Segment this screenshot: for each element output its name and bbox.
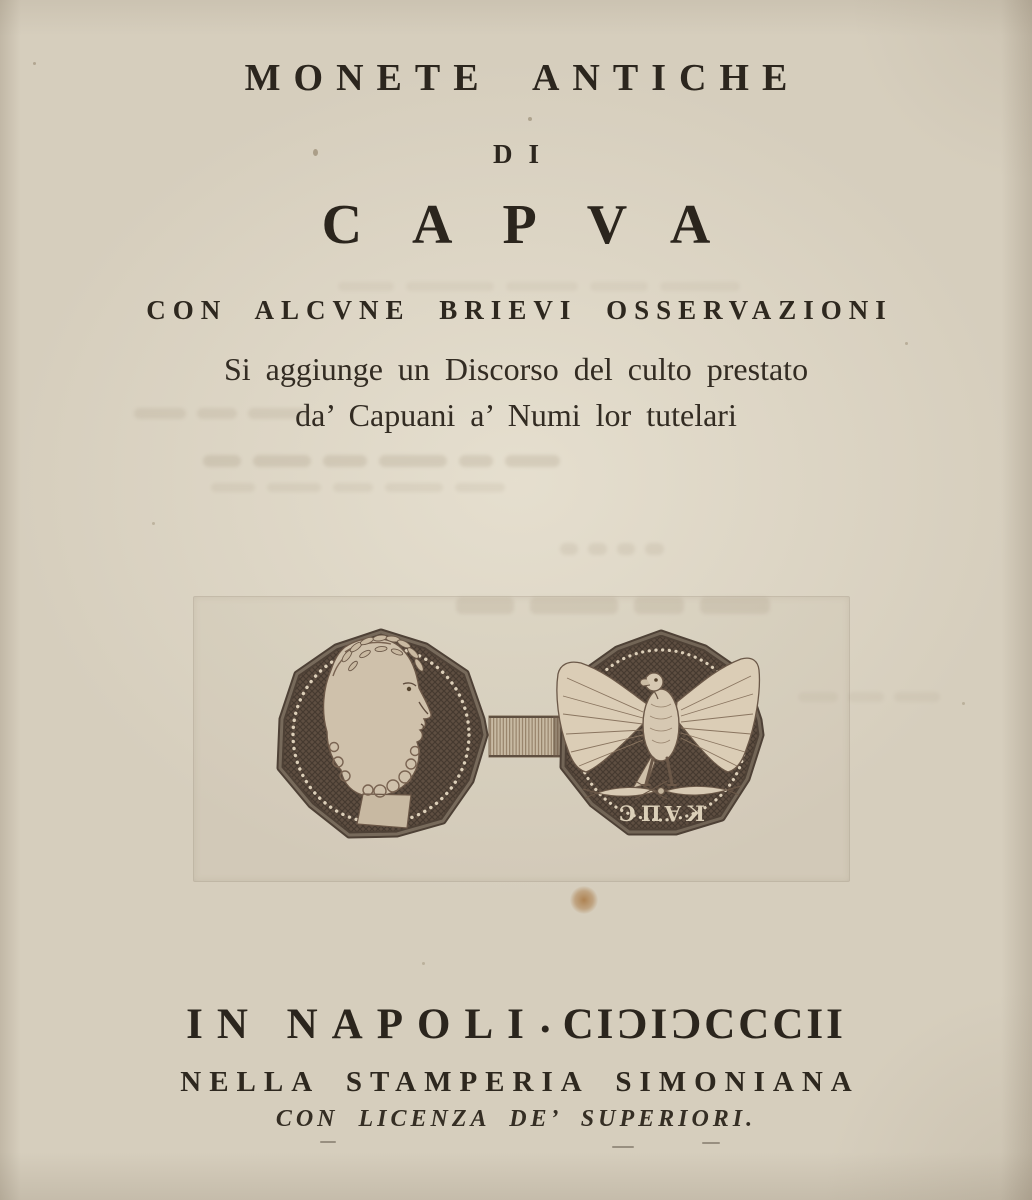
imprint-printer: NELLA STAMPERIA SIMONIANA xyxy=(180,1066,860,1098)
obverse-coin-zeus xyxy=(280,632,485,835)
foxing-spot xyxy=(570,886,598,914)
coin-engraving xyxy=(195,592,855,888)
legend-char-p: Π xyxy=(641,801,661,826)
legend-char-k: K xyxy=(686,801,705,826)
book-title-line-2: DI xyxy=(492,139,555,169)
coin-edge-band xyxy=(489,716,565,757)
imprint-separator: . xyxy=(539,995,551,1042)
guide-dash xyxy=(320,1141,336,1143)
paper-speck xyxy=(905,342,908,345)
paper-speck xyxy=(422,962,425,965)
paper-speck xyxy=(313,149,318,156)
imprint-license: CON LICENZA DE’ SUPERIORI. xyxy=(275,1106,757,1132)
book-title-line-1: MONETE ANTICHE xyxy=(244,57,801,99)
subtitle-observations: CON ALCVNE BRIEVI OSSERVAZIONI xyxy=(146,295,893,325)
show-through-line xyxy=(200,452,560,470)
paper-speck xyxy=(528,117,532,121)
imprint-city-line xyxy=(0,995,1032,1049)
paper-speck xyxy=(152,522,155,525)
guide-dash xyxy=(612,1146,634,1148)
legend-char-u: Ɔ xyxy=(619,801,636,826)
book-title-line-3: CAPVA xyxy=(321,194,761,256)
legend-char-a: A xyxy=(664,801,681,826)
subtitle-discorso-line-1: Si aggiunge un Discorso del culto prestato xyxy=(223,351,809,387)
guide-dash xyxy=(702,1142,720,1144)
paper-speck xyxy=(33,62,36,65)
imprint-place: IN NAPOLI xyxy=(186,1001,538,1048)
show-through-line xyxy=(300,280,740,292)
show-through-line xyxy=(560,541,664,557)
show-through-line xyxy=(175,481,505,494)
paper-speck xyxy=(962,702,965,705)
reverse-coin-eagle xyxy=(557,633,761,832)
subtitle-discorso-line-2: da’ Capuani a’ Numi lor tutelari xyxy=(295,397,737,433)
imprint-year-roman: CIƆIƆCCCII xyxy=(562,1001,846,1048)
